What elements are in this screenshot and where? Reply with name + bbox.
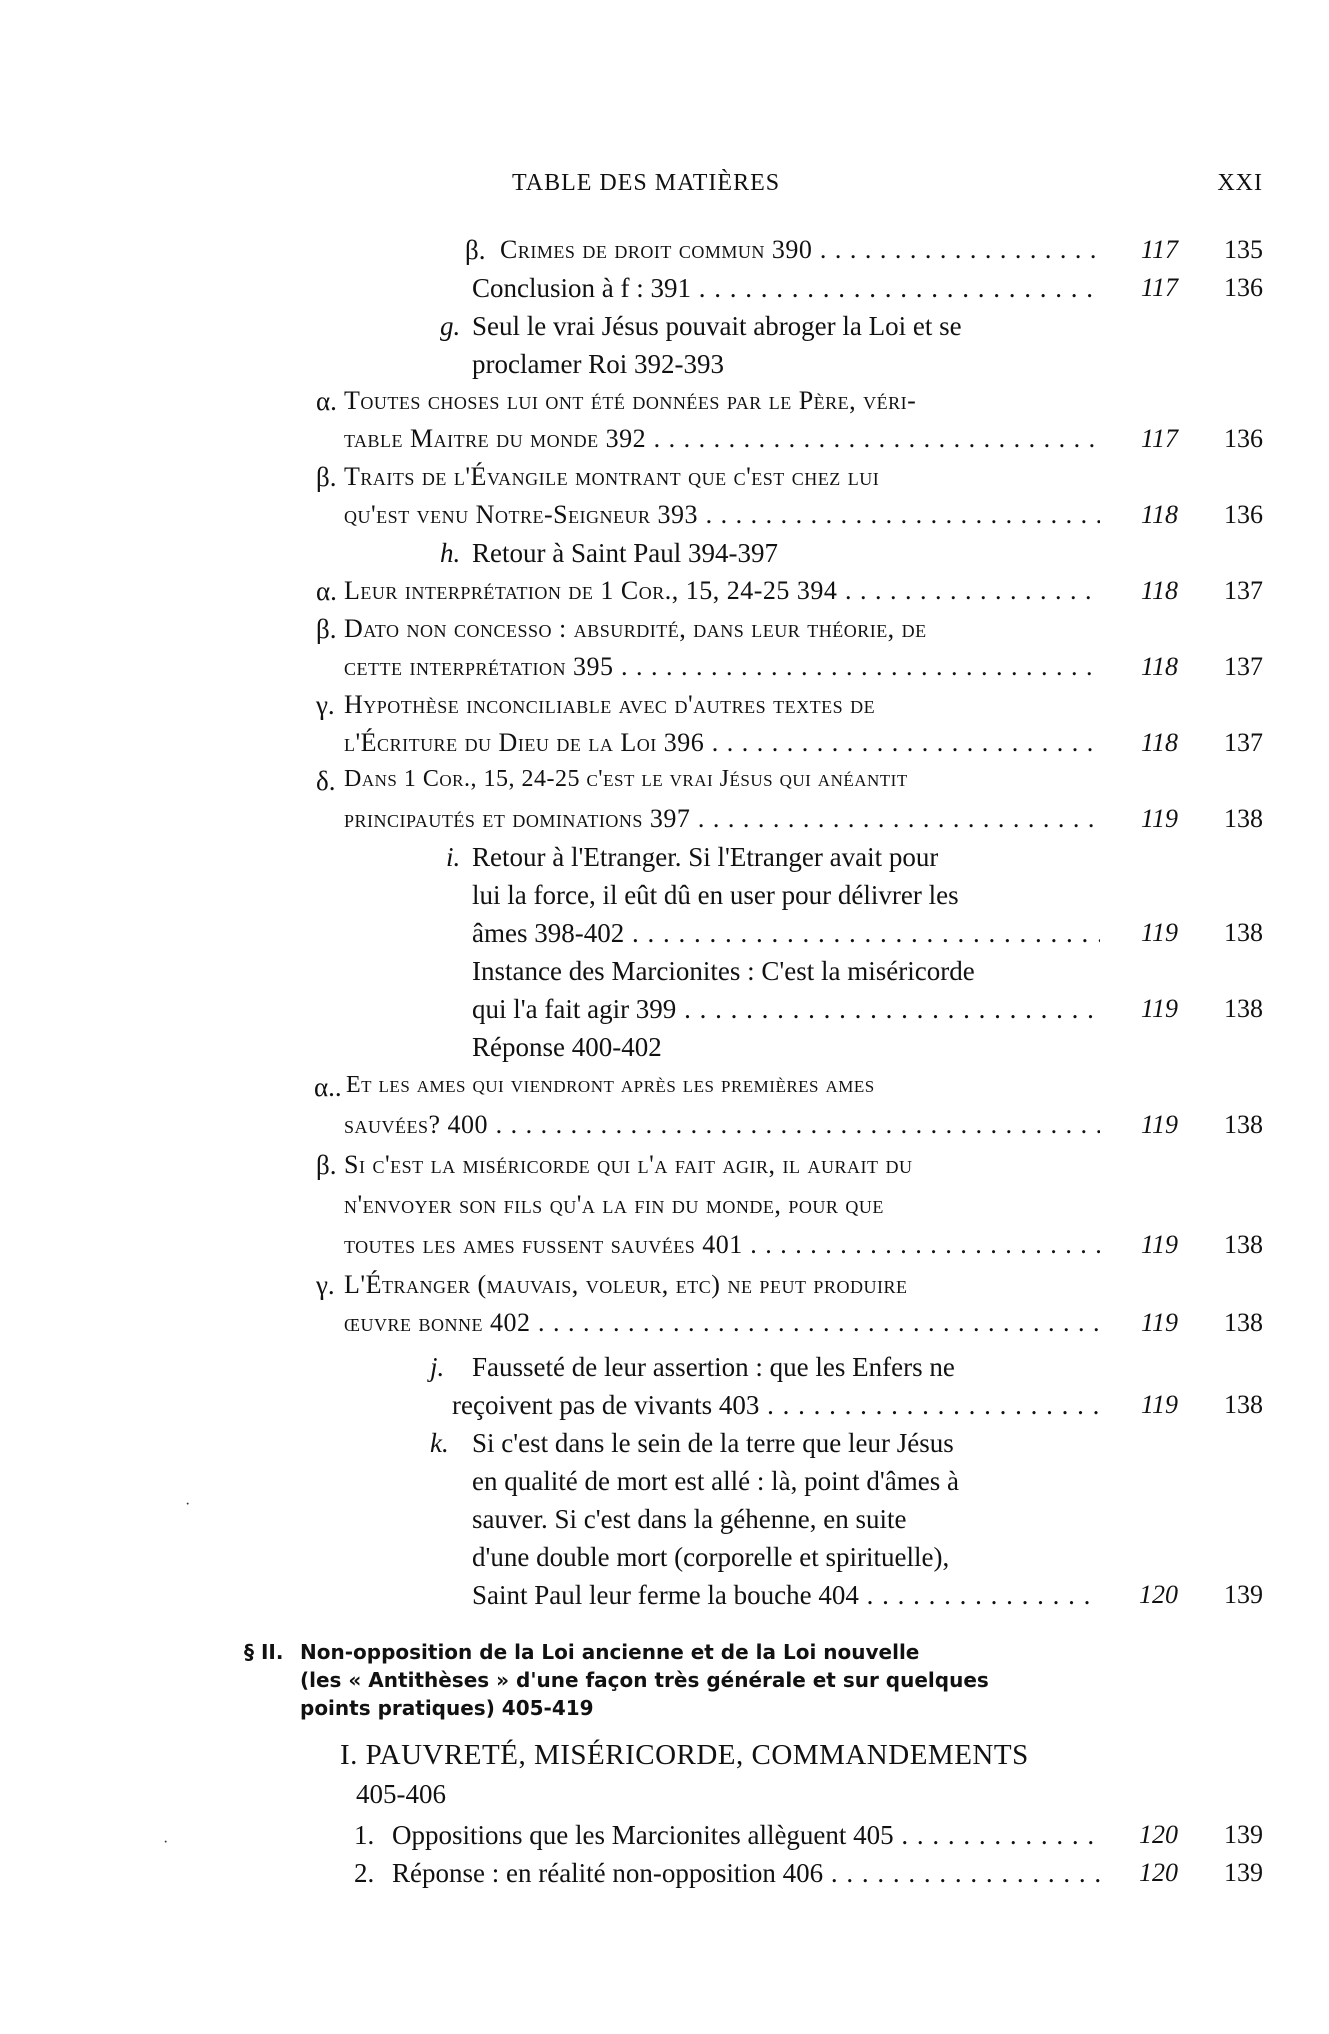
entry-text: sauvées? 400 . . . [344, 1110, 1100, 1140]
toc-entry [0, 1144, 1329, 1184]
toc-entry [0, 1224, 1329, 1264]
entry-marker: β. [316, 1150, 337, 1180]
entry-text: Saint Paul leur ferme la bouche 404 . . . [472, 1580, 1100, 1611]
toc-entry [0, 798, 1329, 838]
section-heading [0, 1690, 1329, 1730]
entry-text: Instance des Marcionites : C'est la miséricorde [472, 956, 975, 986]
entry-marker: γ. [316, 690, 335, 720]
toc-entry [0, 494, 1329, 534]
toc-entry [0, 380, 1329, 420]
entry-marker: g. [440, 311, 461, 341]
toc-entry [0, 1574, 1329, 1614]
toc-entry [0, 988, 1329, 1028]
page-ref-a: 118 [1140, 576, 1178, 605]
page-ref-b: 137 [1224, 728, 1263, 757]
toc-entry [0, 1026, 1329, 1066]
entry-text: toutes les ames fussent sauvées 401 . . . [344, 1230, 1100, 1260]
entry-text: Retour à Saint Paul 394-397 [472, 538, 778, 568]
entry-text: âmes 398-402 . . . [472, 918, 1100, 949]
page-ref-b: 137 [1224, 652, 1263, 681]
page-ref-b: 138 [1224, 804, 1263, 833]
entry-text: en qualité de mort est allé : là, point d'âmes à [472, 1466, 959, 1496]
page-ref-a: 119 [1140, 1230, 1178, 1259]
page-ref-b: 139 [1224, 1580, 1263, 1609]
page-ref-b: 138 [1224, 1308, 1263, 1337]
toc-entry [0, 1536, 1329, 1576]
entry-text: Leur interprétation de 1 Cor., 15, 24-25 394 . . . [344, 576, 1100, 606]
page-ref-b: 138 [1224, 1230, 1263, 1259]
toc-entry [0, 646, 1329, 686]
entry-marker: h. [440, 538, 461, 568]
entry-text: Seul le vrai Jésus pouvait abroger la Loi et se [472, 311, 962, 341]
entry-text: Réponse : en réalité non-opposition 406 . . . [392, 1858, 1100, 1889]
page-ref-b: 139 [1224, 1858, 1263, 1887]
entry-text: table Maitre du monde 392 . . . [344, 424, 1100, 454]
page-ref-b: 136 [1224, 500, 1263, 529]
subsection-heading [0, 1773, 1329, 1813]
toc-entry [0, 874, 1329, 914]
toc-entry [0, 456, 1329, 496]
entry-marker: j. [430, 1352, 445, 1382]
toc-entry [0, 1384, 1329, 1424]
toc-entry [0, 1184, 1329, 1224]
entry-text: Si c'est dans le sein de la terre que leur Jésus [472, 1428, 954, 1458]
entry-text: Dato non concesso : absurdité, dans leur théorie, de [344, 614, 927, 643]
page-header-title: TABLE DES MATIÈRES [512, 170, 781, 196]
subsection-heading [0, 1733, 1329, 1773]
section-title: Non-opposition de la Loi ancienne et de la Loi nouvelle [300, 1640, 920, 1664]
entry-text: principautés et dominations 397 . . . [344, 804, 1100, 834]
entry-text: Conclusion à f : 391 . . . [472, 273, 1100, 304]
page-ref-b: 138 [1224, 1390, 1263, 1419]
scan-speck: · [163, 1834, 169, 1851]
page-ref-a: 118 [1140, 652, 1178, 681]
page-ref-a: 117 [1140, 273, 1178, 302]
toc-entry [0, 722, 1329, 762]
entry-text: Oppositions que les Marcionites allèguent 405 . . . [392, 1820, 1100, 1851]
page-ref-b: 138 [1224, 994, 1263, 1023]
entry-text: L'Étranger (mauvais, voleur, etc) ne peut produire [344, 1270, 908, 1299]
page-ref-a: 119 [1140, 1110, 1178, 1139]
page-ref-a: 119 [1140, 918, 1178, 947]
toc-entry [0, 1346, 1329, 1386]
page-ref-a: 118 [1140, 728, 1178, 757]
entry-text: Traits de l'Évangile montrant que c'est chez lui [344, 462, 880, 491]
section-title: (les « Antithèses » d'une façon très générale et sur quelques [300, 1668, 989, 1692]
entry-text: qu'est venu Notre-Seigneur 393 . . . [344, 500, 1100, 530]
toc-entry [0, 1264, 1329, 1304]
toc-entry [0, 1104, 1329, 1144]
toc-entry [0, 1422, 1329, 1462]
page-ref-a: 120 [1139, 1820, 1178, 1849]
page-ref-b: 138 [1224, 918, 1263, 947]
entry-text: Toutes choses lui ont été données par le Père, véri- [344, 386, 917, 415]
page-ref-a: 120 [1139, 1858, 1178, 1887]
entry-text: qui l'a fait agir 399 . . . [472, 994, 1100, 1025]
toc-entry [0, 532, 1329, 572]
entry-marker: i. [446, 842, 461, 872]
toc-entry [0, 1302, 1329, 1342]
entry-marker: k. [430, 1428, 449, 1458]
page-ref-b: 135 [1224, 235, 1263, 264]
toc-entry [0, 608, 1329, 648]
page-ref-a: 117 [1140, 235, 1178, 264]
page-ref-a: 119 [1140, 1308, 1178, 1337]
entry-text: proclamer Roi 392-393 [472, 349, 724, 379]
toc-entry [0, 950, 1329, 990]
entry-marker: δ. [316, 766, 336, 796]
page-ref-b: 136 [1224, 273, 1263, 302]
section-title: points pratiques) 405-419 [300, 1696, 594, 1720]
page-ref-b: 138 [1224, 1110, 1263, 1139]
entry-marker: 1. [354, 1820, 375, 1850]
page-ref-a: 119 [1140, 1390, 1178, 1419]
entry-text: cette interprétation 395 . . . [344, 652, 1100, 682]
entry-text: Hypothèse inconciliable avec d'autres textes de [344, 690, 876, 719]
toc-entry [0, 1852, 1329, 1892]
entry-text: d'une double mort (corporelle et spirituelle), [472, 1542, 950, 1572]
entry-text: l'Écriture du Dieu de la Loi 396 . . . [344, 728, 1100, 758]
page-ref-a: 117 [1140, 424, 1178, 453]
entry-text: Réponse 400-402 [472, 1032, 662, 1062]
page-header-number: XXI [1217, 170, 1263, 196]
entry-marker: α.. [314, 1072, 342, 1102]
toc-entry [0, 836, 1329, 876]
entry-text: Dans 1 Cor., 15, 24-25 c'est le vrai Jésus qui anéantit [344, 766, 908, 792]
toc-entry [0, 1814, 1329, 1854]
entry-text: Fausseté de leur assertion : que les Enfers ne [472, 1352, 955, 1382]
entry-marker: 2. [354, 1858, 375, 1888]
toc-entry [0, 229, 1329, 269]
entry-text: Retour à l'Etranger. Si l'Etranger avait pour [472, 842, 939, 872]
entry-marker: γ. [316, 1270, 335, 1300]
page-ref-a: 119 [1140, 804, 1178, 833]
entry-marker: α. [316, 576, 337, 606]
entry-text: Crimes de droit commun 390 . . . [500, 235, 1100, 265]
entry-marker: β. [316, 462, 337, 492]
page-ref-b: 139 [1224, 1820, 1263, 1849]
entry-marker: α. [316, 386, 337, 416]
toc-entry [0, 418, 1329, 458]
subsection-title: I. PAUVRETÉ, MISÉRICORDE, COMMANDEMENTS [340, 1739, 1029, 1771]
toc-entry [0, 1460, 1329, 1500]
scan-speck: · [185, 1496, 191, 1513]
page-ref-b: 136 [1224, 424, 1263, 453]
toc-entry [0, 305, 1329, 345]
toc-entry [0, 684, 1329, 724]
toc-entry [0, 267, 1329, 307]
page-ref-b: 137 [1224, 576, 1263, 605]
page-ref-a: 118 [1140, 500, 1178, 529]
section-marker: § II. [244, 1640, 284, 1664]
toc-entry [0, 1498, 1329, 1538]
page-ref-a: 119 [1140, 994, 1178, 1023]
entry-marker: β. [316, 614, 337, 644]
entry-marker: β. [465, 235, 486, 265]
entry-text: n'envoyer son fils qu'a la fin du monde, pour que [344, 1190, 884, 1219]
toc-entry [0, 760, 1329, 800]
toc-entry [0, 570, 1329, 610]
toc-entry [0, 343, 1329, 383]
entry-text: Et les ames qui viendront après les premières ames [346, 1072, 875, 1098]
entry-text: œuvre bonne 402 . . . [344, 1308, 1100, 1338]
entry-text: reçoivent pas de vivants 403 . . . [452, 1390, 1100, 1421]
page-ref-a: 120 [1139, 1580, 1178, 1609]
toc-entry [0, 912, 1329, 952]
entry-text: sauver. Si c'est dans la géhenne, en suite [472, 1504, 907, 1534]
entry-text: Si c'est la miséricorde qui l'a fait agir, il aurait du [344, 1150, 913, 1179]
subsection-title: 405-406 [356, 1779, 446, 1809]
entry-text: lui la force, il eût dû en user pour délivrer les [472, 880, 959, 910]
toc-entry [0, 1066, 1329, 1106]
